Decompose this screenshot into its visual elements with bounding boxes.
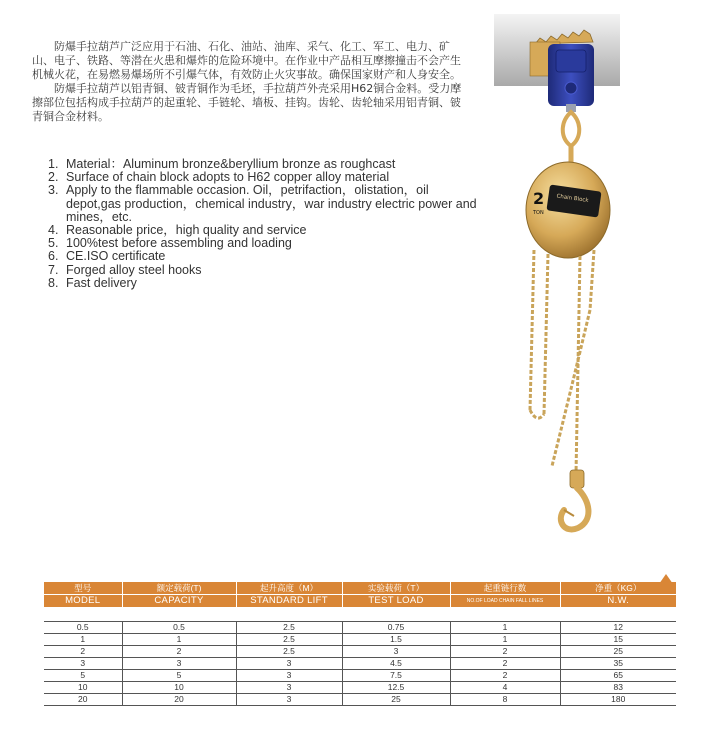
table-cell: 3 [236,682,342,694]
table-cell: 2.5 [236,634,342,646]
table-cell: 12.5 [342,682,450,694]
table-row [44,646,676,658]
trolley-plate [556,50,586,72]
table-cell: 3 [342,646,450,658]
table-row [44,694,676,706]
hand-chain-loop [530,410,544,418]
hand-chain-right [544,254,548,414]
header-row-english [44,595,676,608]
table-cell: 7.5 [342,670,450,682]
table-cell: 180 [560,694,676,706]
table-cell: 3 [44,658,122,670]
item-text: CE.ISO certificate [66,249,166,264]
table-row [44,682,676,694]
table-cell: 83 [560,682,676,694]
load-chain-sweep [552,310,590,466]
table-cell: 2 [450,658,560,670]
item-number: 8. [48,275,59,290]
top-hook-icon [563,112,580,146]
item-number: 3. [48,183,59,198]
table-cell: 15 [560,634,676,646]
column-header: 型号 [44,582,122,595]
table-cell: 10 [122,682,236,694]
table-row [44,658,676,670]
item-number: 2. [48,170,59,185]
table-cell: 2 [44,646,122,658]
column-header: MODEL [44,595,122,608]
column-header: TEST LOAD [342,595,450,608]
column-header: 实验载荷（T） [342,582,450,595]
column-header: 额定载荷(T) [122,582,236,595]
table-cell: 25 [560,646,676,658]
list-item [48,250,478,263]
table-cell: 2 [450,646,560,658]
table-cell: 35 [560,658,676,670]
table-row [44,634,676,646]
intro-paragraph-2: 防爆手拉葫芦以铝青铜、铍青铜作为毛坯，手拉葫芦外壳采用H62铜合金料。受力摩擦部位包括构成手拉葫芦的起重轮、手链轮、墙板、挂钩。齿轮、齿轮轴采用铝青铜、铍青铜合金材料。 [32,82,462,123]
column-header: 起重链行数 [450,582,560,595]
table-cell: 20 [44,694,122,706]
bottom-hook-icon [561,488,589,529]
table-cell: 1 [450,634,560,646]
table-cell: 2 [450,670,560,682]
table-cell: 4.5 [342,658,450,670]
item-text: 100%test before assembling and loading [66,236,292,251]
item-text: Material：Aluminum bronze&beryllium bronze as roughcast [66,157,396,171]
table-cell: 0.5 [44,622,122,634]
item-text: Fast delivery [66,275,137,290]
item-number: 5. [48,236,59,251]
item-text: Reasonable price，high quality and service [66,223,307,238]
intro-paragraph-1: 防爆手拉葫芦广泛应用于石油、石化、油站、油库、采气、化工、军工、电力、矿山、电子、铁路、等潜在火患和爆炸的危险环境中。在作业中产品相互摩擦撞击不会产生机械火花，在易燃易爆场所不引爆气体，有效防止火灾事故。确保国家财产和人身安全。 [32,40,461,81]
capacity-label: 2 [533,189,545,208]
table-cell: 12 [560,622,676,634]
trolley-bolt [565,82,577,94]
chinese-description [32,40,468,124]
hand-chain-left [530,250,534,410]
table-cell: 4 [450,682,560,694]
column-header: CAPACITY [122,595,236,608]
item-text: Forged alloy steel hooks [66,262,202,277]
item-number: 4. [48,223,59,238]
column-header: 净重（KG） [560,582,676,595]
table-row [44,670,676,682]
item-number: 6. [48,249,59,264]
table-cell: 10 [44,682,122,694]
table-cell: 2 [122,646,236,658]
table-cell: 2.5 [236,622,342,634]
table-cell: 1 [450,622,560,634]
list-item [48,184,478,224]
chain-hoist-illustration [490,14,620,554]
header-row-chinese [44,582,676,595]
table-cell: 3 [236,670,342,682]
item-number: 7. [48,262,59,277]
unit-label: TON [533,210,544,216]
table-cell: 0.75 [342,622,450,634]
table-row [44,622,676,634]
list-item [48,277,478,290]
item-text: Apply to the flammable occasion. Oil，petrifaction，olistation，oil depot,gas production，chemical industry，war industry electric power and mines，etc. [66,183,477,224]
column-header: N.W. [560,595,676,608]
specification-table [44,582,676,706]
table-cell: 3 [236,658,342,670]
column-header: NO.OF LOAD CHAIN FALL LINES [450,595,560,608]
load-chain-slack [590,250,594,310]
table-cell: 20 [122,694,236,706]
table-cell: 3 [122,658,236,670]
table-cell: 1 [44,634,122,646]
table-cell: 25 [342,694,450,706]
feature-list [48,158,478,290]
table-cell: 0.5 [122,622,236,634]
item-number: 1. [48,157,59,171]
table-cell: 5 [122,670,236,682]
table-cell: 1 [122,634,236,646]
column-header: STANDARD LIFT [236,595,342,608]
table-cell: 8 [450,694,560,706]
table-cell: 65 [560,670,676,682]
table-cell: 1.5 [342,634,450,646]
product-name-label: Chain Block [556,193,589,204]
list-item [48,264,478,277]
table-cell: 2.5 [236,646,342,658]
table-cell: 3 [236,694,342,706]
column-header: 起升高度（M） [236,582,342,595]
table-cell: 5 [44,670,122,682]
item-text: Surface of chain block adopts to H62 copper alloy material [66,170,390,185]
